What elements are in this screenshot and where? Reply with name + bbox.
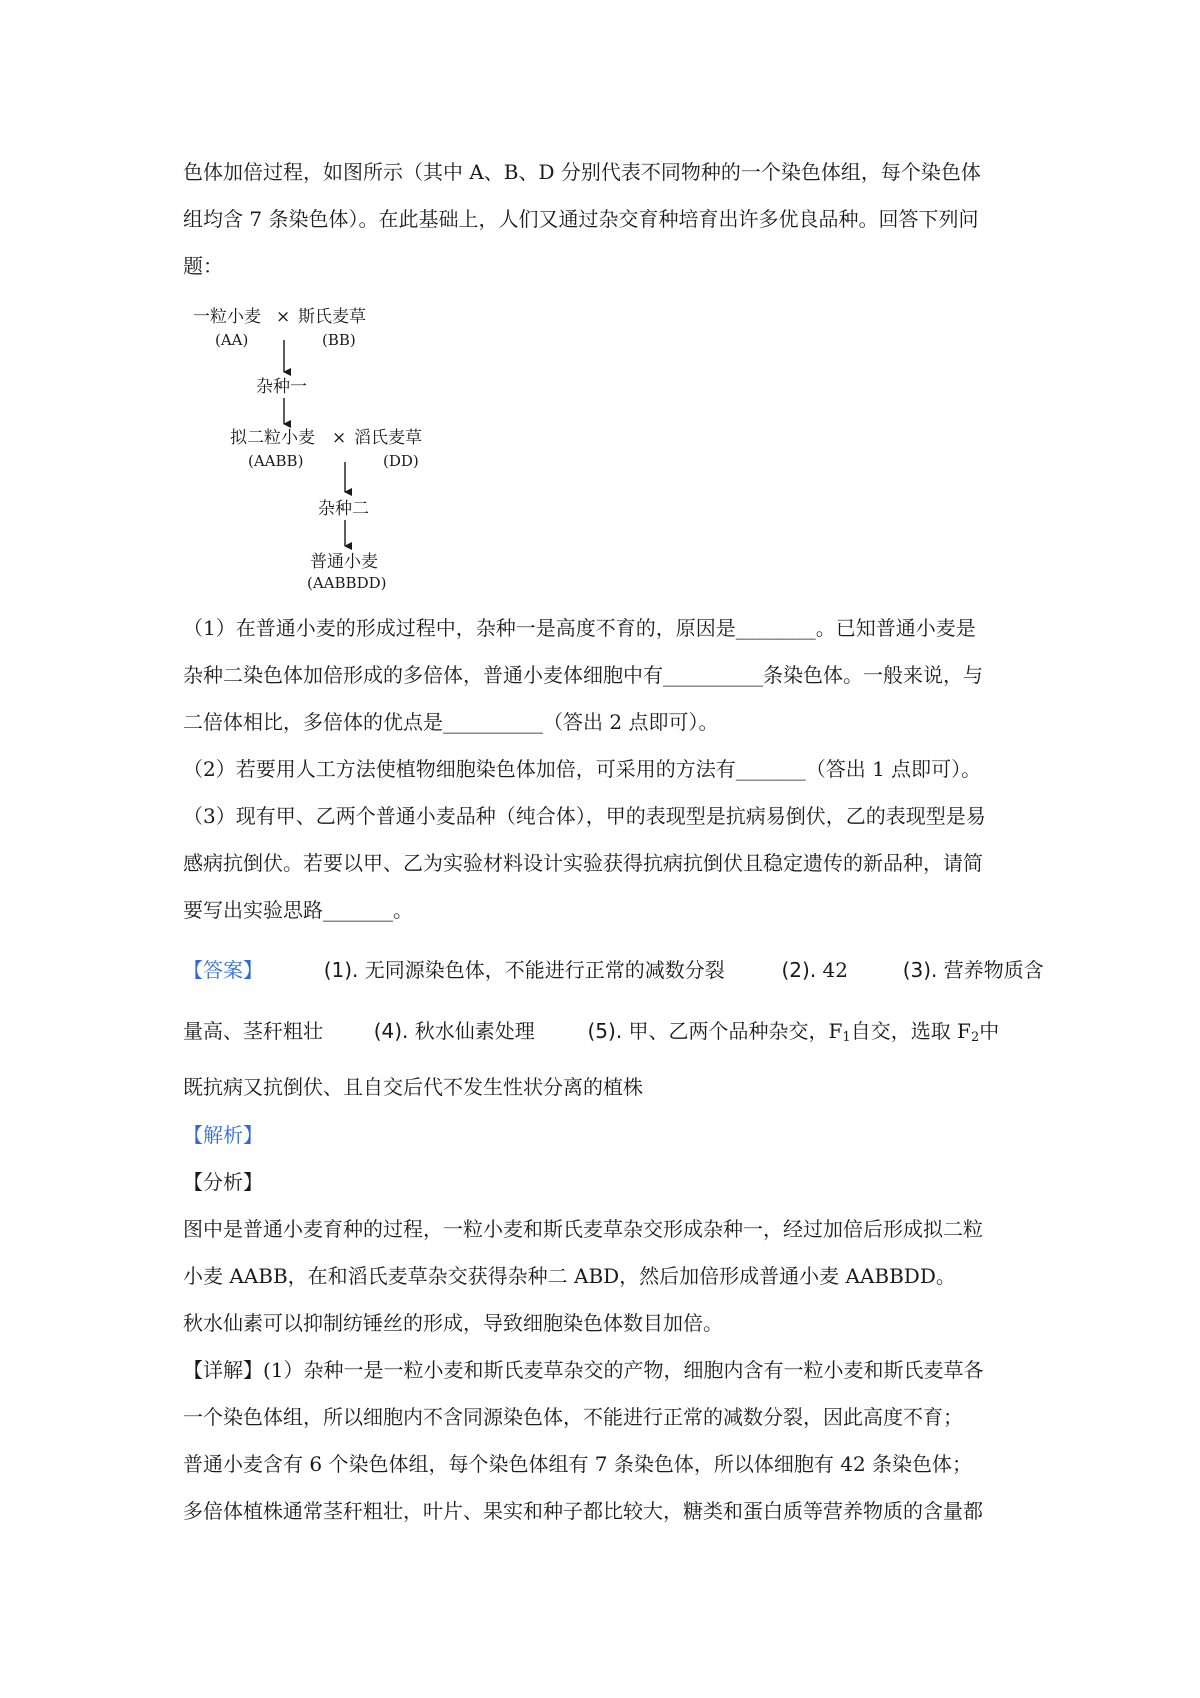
- answer-1-text: 无同源染色体，不能进行正常的减数分裂: [364, 958, 725, 982]
- question-2-line-1: （2）若要用人工方法使植物细胞染色体加倍，可采用的方法有_______（答出 1 点即可）。: [183, 757, 982, 781]
- question-1-line-1: （1）在普通小麦的形成过程中，杂种一是高度不育的，原因是________。已知普通小麦是: [183, 616, 976, 640]
- detail-line-3: 普通小麦含有 6 个染色体组，每个染色体组有 7 条染色体，所以体细胞有 42 条染色体；: [183, 1452, 973, 1476]
- intro-line-2: 组均含 7 条染色体）。在此基础上，人们又通过杂交育种培育出许多优良品种。回答下列问: [183, 207, 979, 231]
- answer-5-text-a: 甲、乙两个品种杂交，F: [628, 1019, 843, 1043]
- answer-5-sub-1: 1: [842, 1030, 851, 1045]
- answer-5-number: (5).: [587, 1019, 623, 1043]
- hybrid2-label: 杂种二: [318, 499, 369, 519]
- answer-2-text: 42: [822, 958, 848, 982]
- answer-line-1: [183, 956, 1044, 984]
- analysis-tag: 【解析】: [183, 1123, 263, 1147]
- detail-text-1: (1）杂种一是一粒小麦和斯氏麦草杂交的产物，细胞内含有一粒小麦和斯氏麦草各: [263, 1358, 984, 1382]
- question-3-line-1: （3）现有甲、乙两个普通小麦品种（纯合体），甲的表现型是抗病易倒伏，乙的表现型是易: [183, 804, 986, 828]
- answer-3-text: 营养物质含: [943, 958, 1044, 982]
- analysis-p1-line-1: 图中是普通小麦育种的过程，一粒小麦和斯氏麦草杂交形成杂种一，经过加倍后形成拟二粒: [183, 1217, 983, 1241]
- answer-4-number: (4).: [373, 1019, 409, 1043]
- analysis-p1-line-2: 小麦 AABB，在和滔氏麦草杂交获得杂种二 ABD，然后加倍形成普通小麦 AABBDD。: [183, 1264, 956, 1288]
- answer-5-text-b: 自交，选取 F: [850, 1019, 971, 1043]
- answer-3-number: (3).: [902, 958, 938, 982]
- parent3-genome: (DD): [383, 452, 419, 470]
- question-3-line-3: 要写出实验思路_______。: [183, 898, 413, 922]
- answer-5-text-c: 中: [979, 1019, 1000, 1043]
- parent1-genome: (AA): [215, 331, 249, 349]
- question-1-line-2: 杂种二染色体加倍形成的多倍体，普通小麦体细胞中有__________条染色体。一般来说，与: [183, 663, 983, 687]
- parent1-label: 一粒小麦: [193, 307, 261, 327]
- analysis-p2-line-1: 秋水仙素可以抑制纺锤丝的形成，导致细胞染色体数目加倍。: [183, 1311, 723, 1335]
- answer-5-sub-2: 2: [970, 1030, 980, 1045]
- detail-tag: 【详解】: [183, 1358, 263, 1382]
- question-3-line-2: 感病抗倒伏。若要以甲、乙为实验材料设计实验获得抗病抗倒伏且稳定遗传的新品种，请简: [183, 851, 983, 875]
- answer-2-number: (2).: [781, 958, 817, 982]
- intro-line-1: 色体加倍过程，如图所示（其中 A、B、D 分别代表不同物种的一个染色体组，每个染色体: [183, 160, 981, 184]
- breeding-diagram: [0, 0, 1200, 600]
- hybrid1-label: 杂种一: [256, 377, 307, 397]
- product-genome: (AABBDD): [307, 574, 387, 592]
- answer-4-text: 秋水仙素处理: [414, 1019, 535, 1043]
- tetraploid-label: 拟二粒小麦: [230, 428, 315, 448]
- analysis-subtag: 【分析】: [183, 1170, 263, 1194]
- detail-line-4: 多倍体植株通常茎秆粗壮，叶片、果实和种子都比较大，糖类和蛋白质等营养物质的含量都: [183, 1499, 983, 1523]
- parent3-label: 滔氏麦草: [354, 428, 422, 448]
- answer-line-2: [183, 1017, 1033, 1052]
- detail-line-2: 一个染色体组，所以细胞内不含同源染色体，不能进行正常的减数分裂，因此高度不育；: [183, 1405, 963, 1429]
- question-1-line-3: 二倍体相比，多倍体的优点是__________（答出 2 点即可）。: [183, 710, 719, 734]
- intro-line-3: 题：: [183, 254, 223, 278]
- answer-1-number: (1).: [323, 958, 359, 982]
- product-label: 普通小麦: [310, 552, 378, 572]
- parent2-label: 斯氏麦草: [298, 307, 366, 327]
- answer-line-3: 既抗病又抗倒伏、且自交后代不发生性状分离的植株: [183, 1075, 643, 1099]
- answer-tag: 【答案】: [183, 958, 263, 982]
- cross-symbol-1: ×: [276, 307, 291, 327]
- cross-symbol-2: ×: [332, 428, 347, 448]
- answer-3-text-cont: 量高、茎秆粗壮: [183, 1019, 323, 1043]
- parent2-genome: (BB): [322, 331, 356, 349]
- tetraploid-genome: (AABB): [248, 452, 304, 470]
- detail-line-1: [183, 1356, 1033, 1384]
